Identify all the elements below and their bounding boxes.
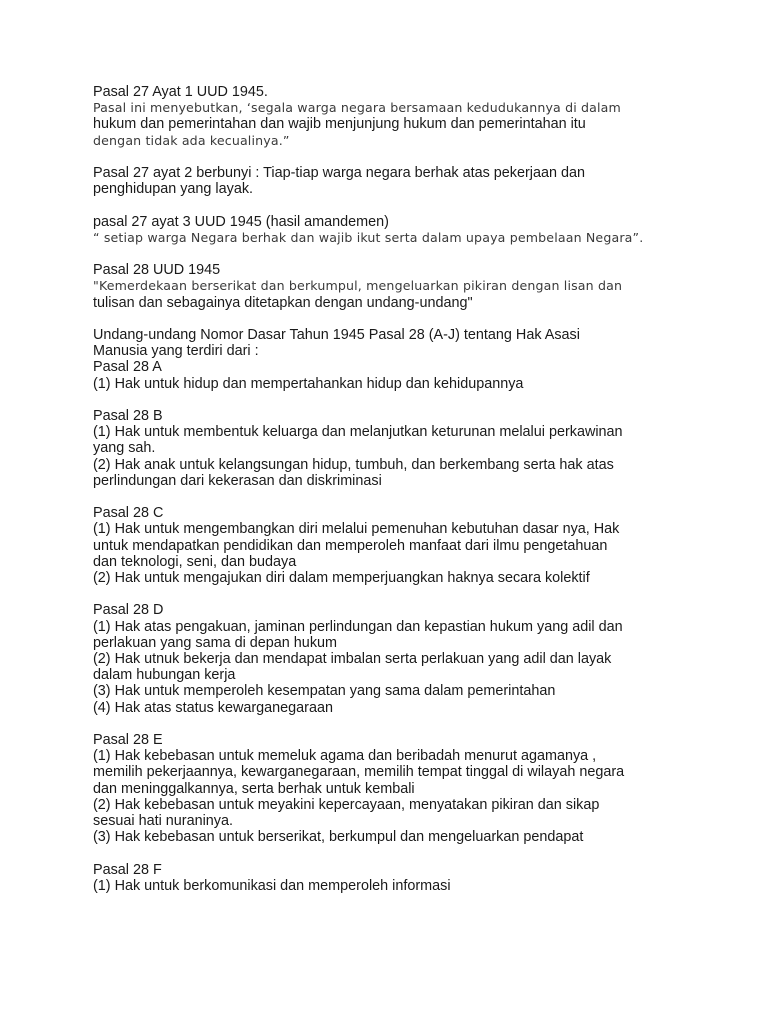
quote-line: “ setiap warga Negara berhak dan wajib ikut serta dalam upaya pembelaan Negara”. (93, 229, 644, 245)
body-line: untuk mendapatkan pendidikan dan memperoleh manfaat dari ilmu pengetahuan (93, 537, 608, 554)
section-heading: Pasal 28 E (93, 732, 163, 748)
section-pasal-28-c (93, 505, 693, 586)
body-line: (1) Hak atas pengakuan, jaminan perlindungan dan kepastian hukum yang adil dan (93, 618, 623, 635)
quote-line: tulisan dan sebagainya ditetapkan dengan undang-undang" (93, 294, 473, 311)
body-line: yang sah. (93, 440, 156, 457)
body-line: (1) Hak untuk berkomunikasi dan memperoleh informasi (93, 877, 451, 894)
body-line: perlakuan yang sama di depan hukum (93, 634, 338, 651)
section-pasal-27-ayat-2 (93, 165, 693, 197)
body-line: (1) Hak untuk mengembangkan diri melalui pemenuhan kebutuhan dasar nya, Hak (93, 521, 620, 538)
body-line: (1) Hak kebebasan untuk memeluk agama dan beribadah menurut agamanya , (93, 748, 597, 765)
section-pasal-28 (93, 262, 693, 311)
body-line: Manusia yang terdiri dari : (93, 343, 259, 360)
body-line: dan meninggalkannya, serta berhak untuk kembali (93, 780, 415, 797)
body-line: perlindungan dari kekerasan dan diskriminasi (93, 472, 382, 489)
body-line: (3) Hak kebebasan untuk berserikat, berkumpul dan mengeluarkan pendapat (93, 829, 584, 846)
section-heading: Pasal 28 C (93, 505, 164, 522)
quote-line: "Kemerdekaan berserikat dan berkumpul, mengeluarkan pikiran dengan lisan dan (93, 278, 623, 294)
quote-line: dengan tidak ada kecualinya.” (93, 132, 290, 148)
section-pasal-28-e (93, 732, 693, 845)
quote-line: Pasal ini menyebutkan, ‘segala warga negara bersamaan kedudukannya di dalam (93, 100, 621, 116)
section-heading: pasal 27 ayat 3 UUD 1945 (hasil amandemen) (93, 213, 389, 230)
section-heading: Pasal 28 F (93, 861, 162, 878)
body-line: (2) Hak kebebasan untuk meyakini kepercayaan, menyatakan pikiran dan sikap (93, 796, 600, 813)
body-line: dan teknologi, seni, dan budaya (93, 553, 297, 570)
body-line: (2) Hak anak untuk kelangsungan hidup, tumbuh, dan berkembang serta hak atas (93, 456, 614, 473)
section-pasal-28-f (93, 862, 693, 894)
section-heading: Pasal 27 Ayat 1 UUD 1945. (93, 84, 268, 100)
body-line: (1) Hak untuk membentuk keluarga dan melanjutkan keturunan melalui perkawinan (93, 424, 623, 441)
section-pasal-28-b (93, 408, 693, 489)
section-heading: Pasal 28 A (93, 359, 162, 376)
body-line: (2) Hak untuk mengajukan diri dalam memperjuangkan haknya secara kolektif (93, 570, 590, 586)
section-pasal-27-ayat-3 (93, 214, 693, 246)
section-heading: Pasal 28 B (93, 407, 163, 424)
document-page (93, 84, 693, 910)
body-line: (2) Hak utnuk bekerja dan mendapat imbalan serta perlakuan yang adil dan layak (93, 651, 612, 667)
quote-line: hukum dan pemerintahan dan wajib menjunjung hukum dan pemerintahan itu (93, 116, 586, 133)
body-line: memilih pekerjaannya, kewarganegaraan, memilih tempat tinggal di wilayah negara (93, 764, 625, 781)
section-heading: Pasal 28 D (93, 602, 164, 619)
section-pasal-28-d (93, 602, 693, 715)
section-heading: Pasal 28 UUD 1945 (93, 262, 221, 279)
body-line: (4) Hak atas status kewarganegaraan (93, 699, 333, 716)
body-line: dalam hubungan kerja (93, 667, 236, 684)
body-line: Pasal 27 ayat 2 berbunyi : Tiap-tiap warga negara berhak atas pekerjaan dan (93, 165, 586, 181)
section-pasal-28-a (93, 327, 693, 392)
section-pasal-27-ayat-1 (93, 84, 693, 149)
body-line: penghidupan yang layak. (93, 181, 254, 198)
body-line: Undang-undang Nomor Dasar Tahun 1945 Pasal 28 (A-J) tentang Hak Asasi (93, 326, 580, 343)
body-line: (1) Hak untuk hidup dan mempertahankan hidup dan kehidupannya (93, 375, 524, 392)
body-line: (3) Hak untuk memperoleh kesempatan yang sama dalam pemerintahan (93, 683, 556, 700)
body-line: sesuai hati nuraninya. (93, 813, 233, 830)
